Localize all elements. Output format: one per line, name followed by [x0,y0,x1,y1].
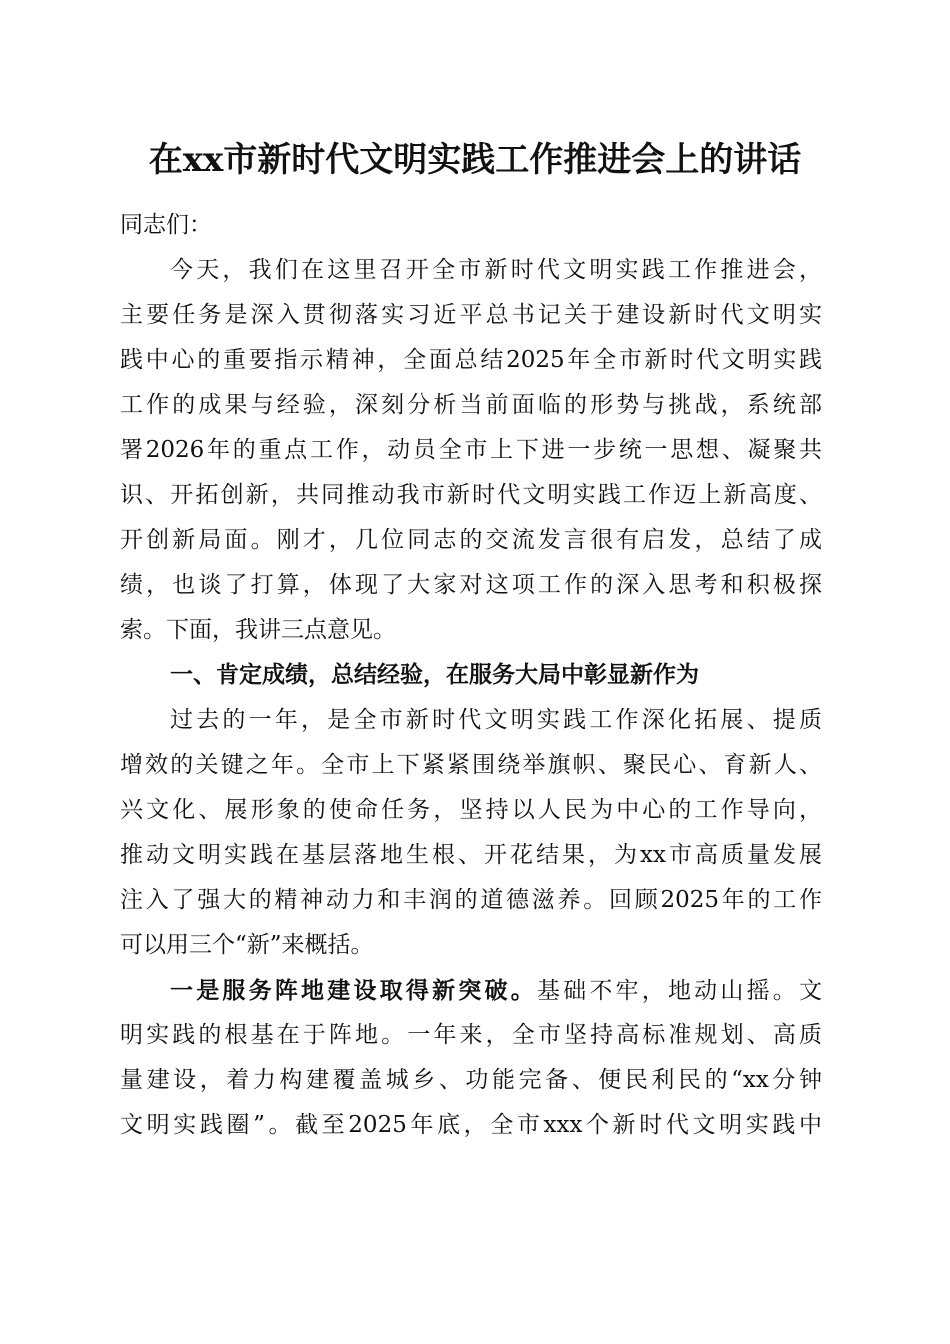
paragraph-line: 索。下面，我讲三点意见。 [120,617,396,643]
paragraph-line: 署2026年的重点工作，动员全市上下进一步统一思想、凝聚共 [120,437,822,463]
paragraph-review [120,698,822,968]
document-body [120,203,822,1148]
paragraph-line: 兴文化、展形象的使命任务，坚持以人民为中心的工作导向， [120,797,822,823]
paragraph-line: 工作的成果与经验，深刻分析当前面临的形势与挑战，系统部 [120,392,822,418]
paragraph-line: 明实践的根基在于阵地。一年来，全市坚持高标准规划、高质 [120,1022,822,1048]
point-lead: 一是服务阵地建设取得新突破。 [170,977,537,1004]
paragraph-line: 推动文明实践在基层落地生根、开花结果，为xx市高质量发展 [120,842,822,868]
paragraph-line: 注入了强大的精神动力和丰润的道德滋养。回顾2025年的工作 [120,887,822,913]
paragraph-line: 识、开拓创新，共同推动我市新时代文明实践工作迈上新高度、 [120,482,822,508]
paragraph-line: 今天，我们在这里召开全市新时代文明实践工作推进会， [170,257,822,283]
section-heading-1: 一、肯定成绩，总结经验，在服务大局中彰显新作为 [170,662,699,688]
paragraph-line: 绩，也谈了打算，体现了大家对这项工作的深入思考和积极探 [120,572,822,598]
paragraph-line: 主要任务是深入贯彻落实习近平总书记关于建设新时代文明实 [120,302,822,328]
paragraph-intro [120,248,822,653]
document-title: 在xx市新时代文明实践工作推进会上的讲话 [148,140,802,180]
paragraph-line: 过去的一年，是全市新时代文明实践工作深化拓展、提质 [170,707,822,733]
point-text: 基础不牢，地动山摇。文 [536,978,823,1004]
paragraph-line: 文明实践圈”。截至2025年底，全市xxx个新时代文明实践中 [120,1112,822,1138]
paragraph-line: 可以用三个“新”来概括。 [120,932,374,958]
paragraph-line: 增效的关键之年。全市上下紧紧围绕举旗帜、聚民心、育新人、 [120,752,822,778]
paragraph-line: 践中心的重要指示精神，全面总结2025年全市新时代文明实践 [120,347,822,373]
paragraph-line: 量建设，着力构建覆盖城乡、功能完备、便民利民的“xx分钟 [120,1067,822,1093]
paragraph-point-1 [120,968,822,1148]
paragraph-line: 开创新局面。刚才，几位同志的交流发言很有启发，总结了成 [120,527,822,553]
paragraph-line [120,968,822,1013]
salutation: 同志们： [120,212,212,238]
